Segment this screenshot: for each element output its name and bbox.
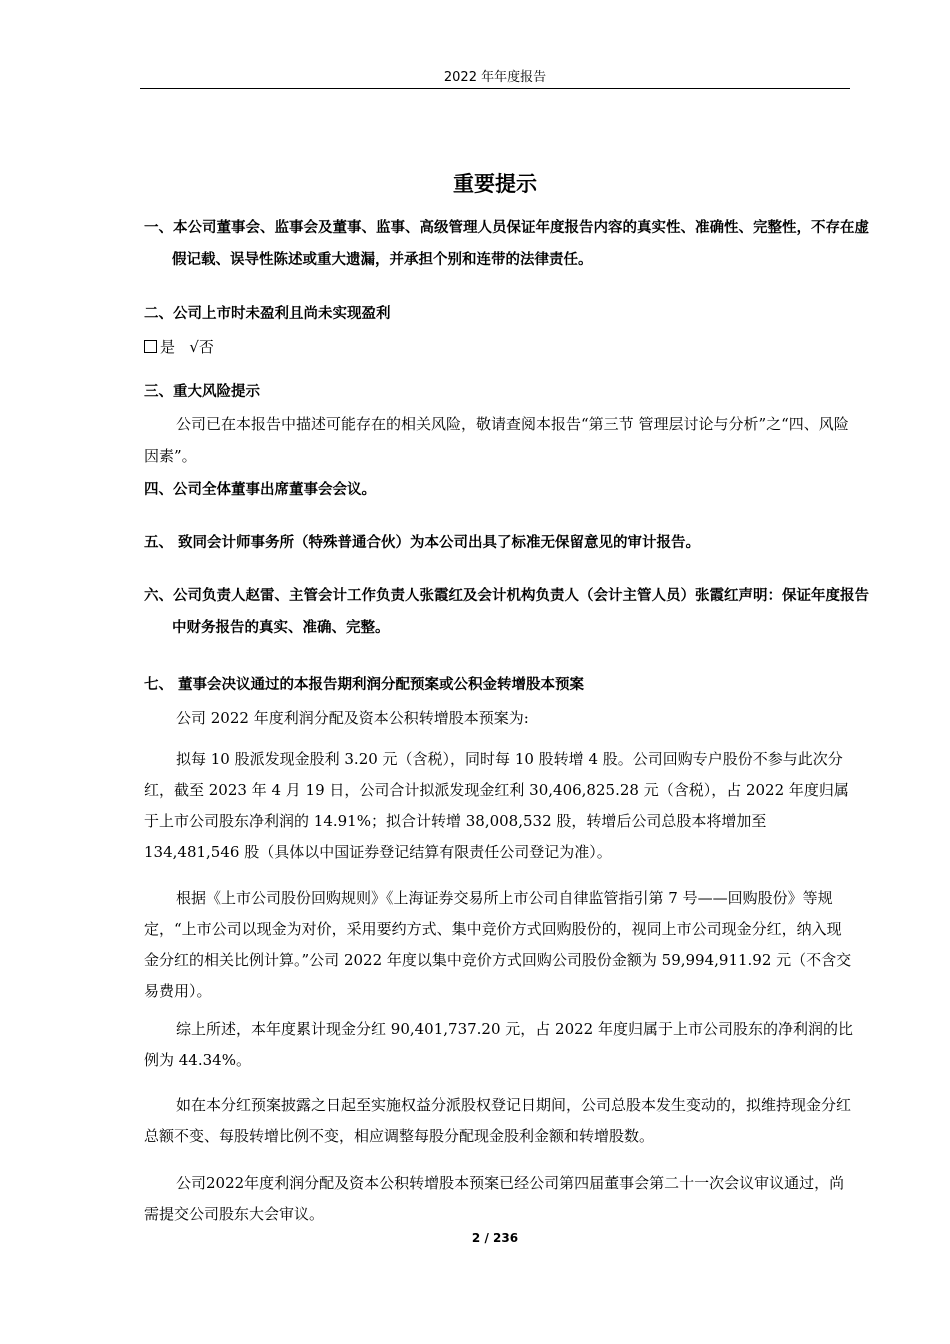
section-5-text: 五、 致同会计师事务所（特殊普通合伙）为本公司出具了标准无保留意见的审计报告。 xyxy=(144,535,701,551)
option-yes-label: 是 xyxy=(160,338,176,356)
section-7-summary: 综上所述，本年度累计现金分红 90,401,737.20 元，占 2022 年度归属于上市公司股东的净利润的比例为 44.34%。 xyxy=(144,1020,853,1069)
section-7-heading: 七、 董事会决议通过的本报告期利润分配预案或公积金转增股本预案 xyxy=(144,677,585,693)
check-mark-icon: √ xyxy=(189,338,199,356)
section-2-heading: 二、公司上市时未盈利且尚未实现盈利 xyxy=(144,306,391,322)
section-7-dividend-plan: 拟每 10 股派发现金股利 3.20 元（含税），同时每 10 股转增 4 股。公司回购专户股份不参与此次分红，截至 2023 年 4 月 19 日，公司合计拟派发现金红利 30,406,825.28 元（含税），占 2022 年度归属于上市公司股东净利润的 14.91%；拟合计转增 38,008,532 股，转增后公司总股本将增加至 134,481,546 股（具体以中国证券登记结算有限责任公司登记为准）。 xyxy=(144,750,849,861)
page-title: 重要提示 xyxy=(453,172,537,196)
page-header: 2022 年年度报告 xyxy=(443,70,547,85)
section-1-text: 一、本公司董事会、监事会及董事、监事、高级管理人员保证年度报告内容的真实性、准确性、完整性，不存在虚假记载、误导性陈述或重大遗漏，并承担个别和连带的法律责任。 xyxy=(144,220,869,268)
header-divider xyxy=(140,88,850,89)
section-7-approval: 公司2022年度利润分配及资本公积转增股本预案已经公司第四届董事会第二十一次会议审议通过，尚需提交公司股东大会审议。 xyxy=(144,1174,845,1223)
section-7-adjustment: 如在本分红预案披露之日起至实施权益分派股权登记日期间，公司总股本发生变动的，拟维持现金分红总额不变、每股转增比例不变，相应调整每股分配现金股利金额和转增股数。 xyxy=(144,1096,852,1145)
option-no-label: 否 xyxy=(198,338,214,356)
section-6-text: 六、公司负责人赵雷、主管会计工作负责人张霞红及会计机构负责人（会计主管人员）张霞红声明：保证年度报告中财务报告的真实、准确、完整。 xyxy=(144,588,869,636)
section-3-heading: 三、重大风险提示 xyxy=(144,384,260,400)
unchecked-box-icon xyxy=(144,340,157,353)
section-4-text: 四、公司全体董事出席董事会会议。 xyxy=(144,482,376,498)
section-7-intro: 公司 2022 年度利润分配及资本公积转增股本预案为: xyxy=(176,709,529,727)
section-7-buyback-rule: 根据《上市公司股份回购规则》《上海证券交易所上市公司自律监管指引第 7 号——回购股份》等规定，“上市公司以现金为对价，采用要约方式、集中竞价方式回购股份的，视同上市公司现金分红，纳入现金分红的相关比例计算。”公司 2022 年度以集中竞价方式回购公司股份金额为 59,994,911.92 元（不含交易费用）。 xyxy=(144,889,852,1000)
section-2-options xyxy=(144,331,854,363)
section-3-body: 公司已在本报告中描述可能存在的相关风险，敬请查阅本报告“第三节 管理层讨论与分析”之“四、风险因素”。 xyxy=(144,415,849,465)
page-number: 2 / 236 xyxy=(471,1231,519,1245)
